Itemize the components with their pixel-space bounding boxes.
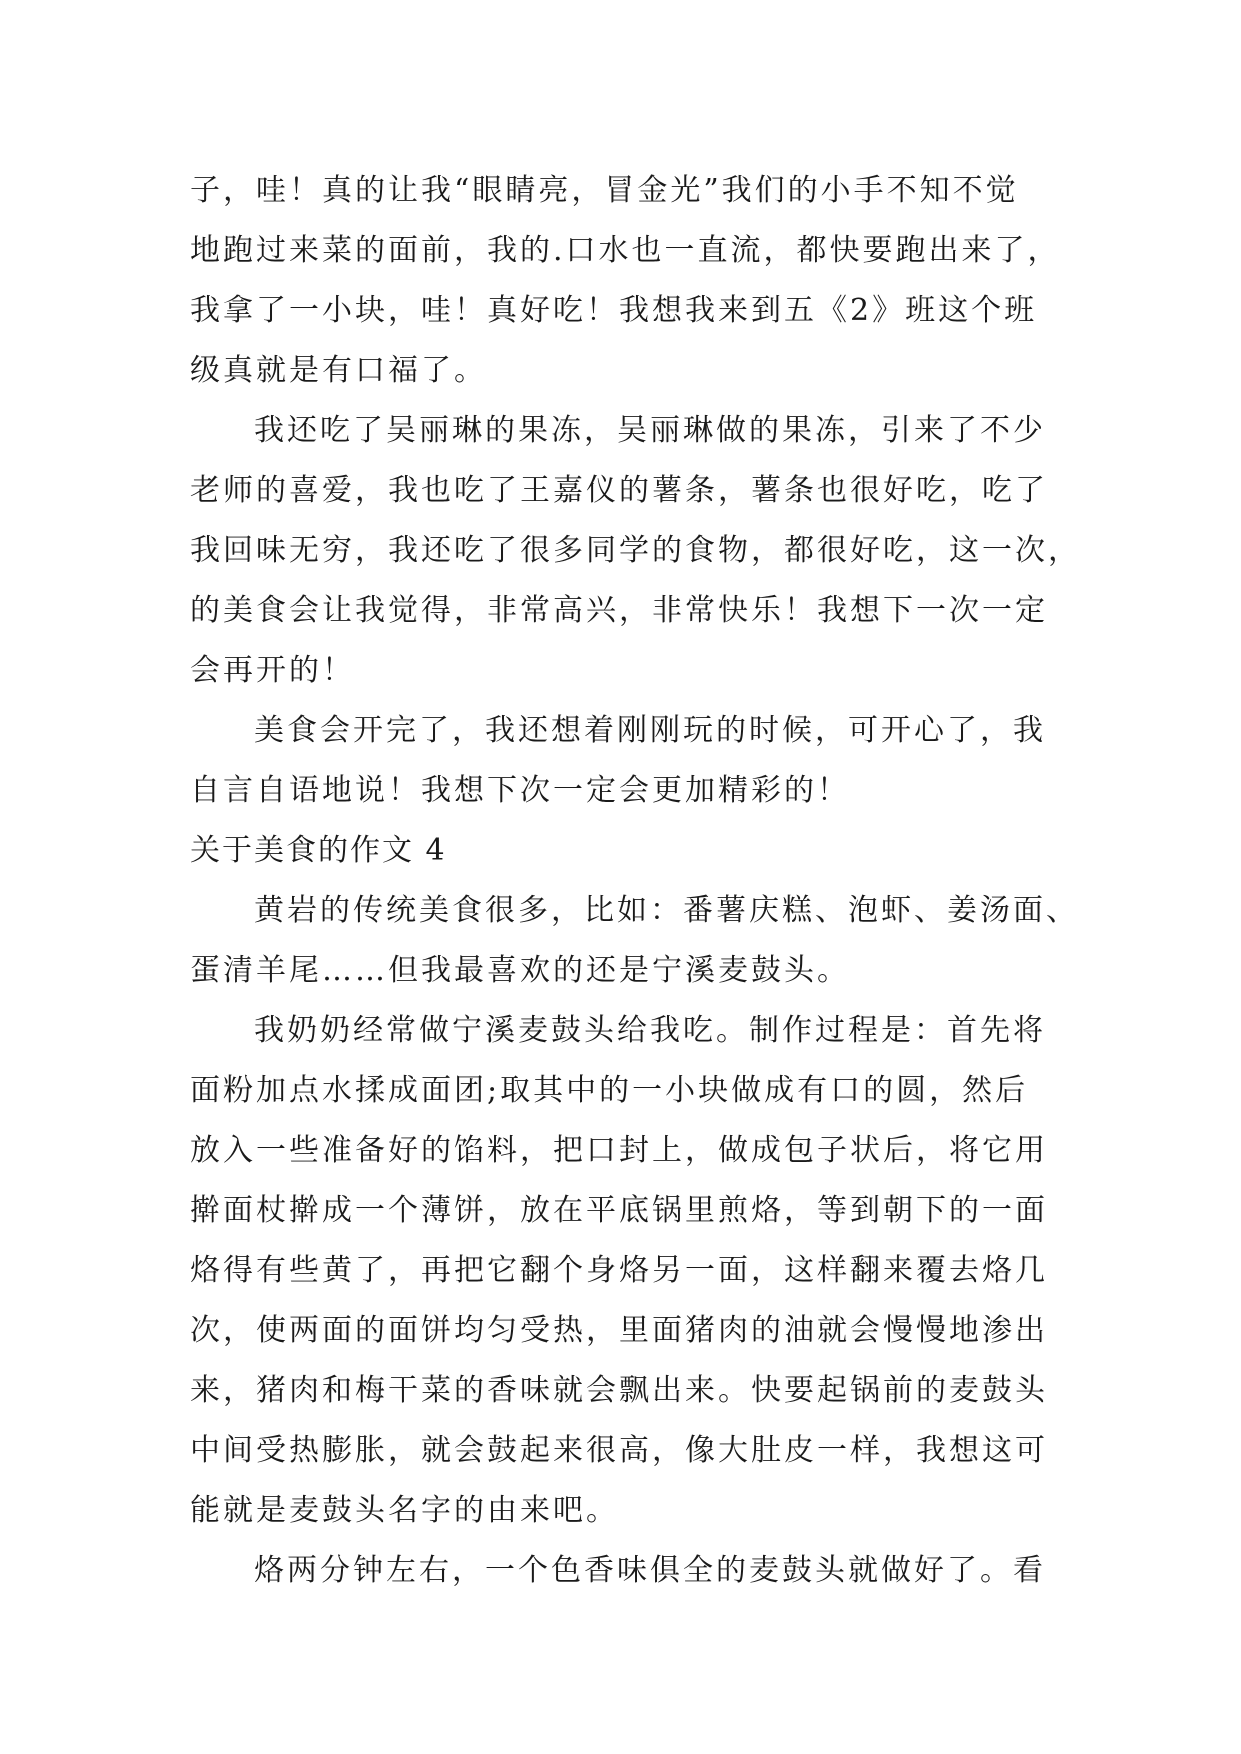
text-line: 地跑过来菜的面前，我的.口水也一直流，都快要跑出来了， bbox=[190, 233, 1061, 268]
text-line: 能就是麦鼓头名字的由来吧。 bbox=[190, 1493, 619, 1528]
text-line: 级真就是有口福了。 bbox=[190, 353, 487, 388]
text-line: 老师的喜爱，我也吃了王嘉仪的薯条，薯条也很好吃，吃了 bbox=[190, 473, 1048, 508]
text-line: 自言自语地说！我想下次一定会更加精彩的！ bbox=[190, 773, 850, 808]
section-heading: 关于美食的作文 4 bbox=[190, 833, 447, 868]
text-line: 我奶奶经常做宁溪麦鼓头给我吃。制作过程是：首先将 bbox=[254, 1013, 1046, 1048]
text-line: 黄岩的传统美食很多，比如：番薯庆糕、泡虾、姜汤面、 bbox=[254, 893, 1079, 928]
text-line: 面粉加点水揉成面团;取其中的一小块做成有口的圆，然后 bbox=[190, 1073, 1029, 1108]
text-line: 放入一些准备好的馅料，把口封上，做成包子状后，将它用 bbox=[190, 1133, 1048, 1168]
text-line: 我回味无穷，我还吃了很多同学的食物，都很好吃，这一次， bbox=[190, 533, 1081, 568]
text-line: 蛋清羊尾……但我最喜欢的还是宁溪麦鼓头。 bbox=[190, 953, 850, 988]
text-line: 来，猪肉和梅干菜的香味就会飘出来。快要起锅前的麦鼓头 bbox=[190, 1373, 1048, 1408]
text-line: 美食会开完了，我还想着刚刚玩的时候，可开心了，我 bbox=[254, 713, 1046, 748]
text-line: 的美食会让我觉得，非常高兴，非常快乐！我想下一次一定 bbox=[190, 593, 1048, 628]
text-line: 次，使两面的面饼均匀受热，里面猪肉的油就会慢慢地渗出 bbox=[190, 1313, 1048, 1348]
text-line: 我拿了一小块，哇！真好吃！我想我来到五《2》班这个班 bbox=[190, 293, 1038, 328]
text-line: 中间受热膨胀，就会鼓起来很高，像大肚皮一样，我想这可 bbox=[190, 1433, 1048, 1468]
text-line: 我还吃了吴丽琳的果冻，吴丽琳做的果冻，引来了不少 bbox=[254, 413, 1046, 448]
document-body bbox=[190, 161, 1081, 1601]
text-line: 会再开的！ bbox=[190, 653, 355, 688]
text-line: 烙得有些黄了，再把它翻个身烙另一面，这样翻来覆去烙几 bbox=[190, 1253, 1048, 1288]
text-line: 擀面杖擀成一个薄饼，放在平底锅里煎烙，等到朝下的一面 bbox=[190, 1193, 1048, 1228]
text-line: 子，哇！真的让我“眼睛亮，冒金光”我们的小手不知不觉 bbox=[190, 173, 1019, 208]
text-line: 烙两分钟左右，一个色香味俱全的麦鼓头就做好了。看 bbox=[254, 1553, 1046, 1588]
